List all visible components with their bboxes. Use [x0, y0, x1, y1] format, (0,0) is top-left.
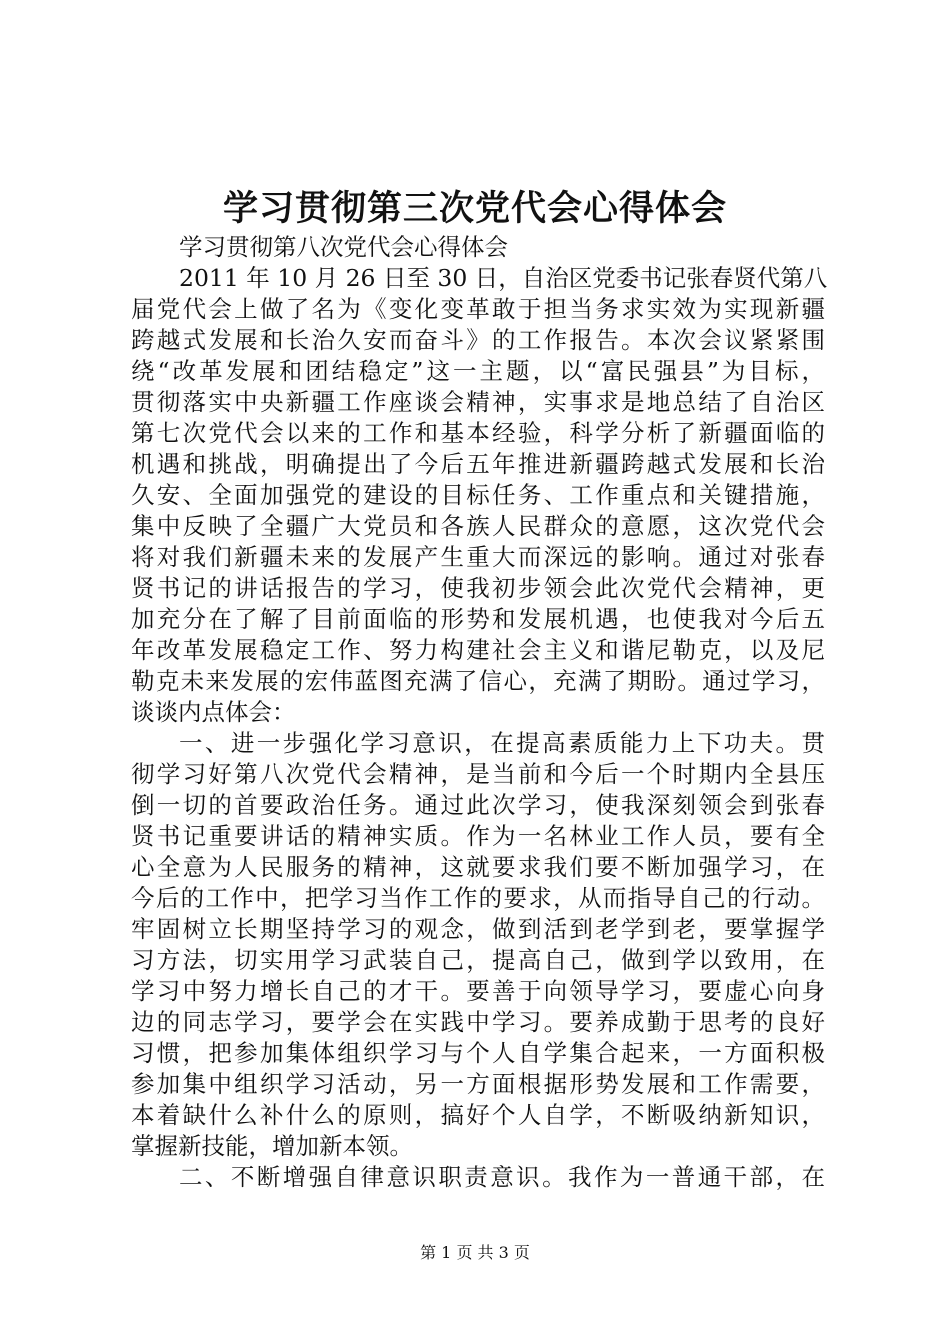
paragraph-line: 绕“改革发展和团结稳定”这一主题，以“富民强县”为目标， — [131, 357, 825, 385]
paragraph-line: 彻学习好第八次党代会精神，是当前和今后一个时期内全县压 — [131, 760, 825, 788]
paragraph-line: 将对我们新疆未来的发展产生重大而深远的影响。通过对张春 — [131, 543, 825, 571]
paragraph-line: 学习中努力增长自己的才干。要善于向领导学习，要虚心向身 — [131, 977, 825, 1005]
paragraph-2 — [131, 728, 825, 1162]
paragraph-line: 勒克未来发展的宏伟蓝图充满了信心，充满了期盼。通过学习， — [131, 667, 825, 695]
paragraph-line: 今后的工作中，把学习当作工作的要求，从而指导自己的行动。 — [131, 884, 825, 912]
paragraph-line: 牢固树立长期坚持学习的观念，做到活到老学到老，要掌握学 — [131, 915, 825, 943]
paragraph-line: 跨越式发展和长治久安而奋斗》的工作报告。本次会议紧紧围 — [131, 326, 825, 354]
paragraph-line: 贤书记重要讲话的精神实质。作为一名林业工作人员，要有全 — [131, 822, 825, 850]
paragraph-line: 年改革发展稳定工作、努力构建社会主义和谐尼勒克，以及尼 — [131, 636, 825, 664]
paragraph-line: 贯彻落实中央新疆工作座谈会精神，实事求是地总结了自治区 — [131, 388, 825, 416]
paragraph-line: 机遇和挑战，明确提出了今后五年推进新疆跨越式发展和长治 — [131, 450, 825, 478]
document-subtitle: 学习贯彻第八次党代会心得体会 — [179, 233, 508, 261]
paragraph-line: 参加集中组织学习活动，另一方面根据形势发展和工作需要， — [131, 1070, 825, 1098]
paragraph-line: 第七次党代会以来的工作和基本经验，科学分析了新疆面临的 — [131, 419, 825, 447]
paragraph-line: 谈谈内点体会： — [131, 698, 296, 726]
paragraph-line: 倒一切的首要政治任务。通过此次学习，使我深刻领会到张春 — [131, 791, 825, 819]
paragraph-line: 久安、全面加强党的建设的目标任务、工作重点和关键措施， — [131, 481, 825, 509]
document-title: 学习贯彻第三次党代会心得体会 — [222, 188, 727, 229]
paragraph-line: 习惯，把参加集体组织学习与个人自学集合起来，一方面积极 — [131, 1039, 825, 1067]
paragraph-line: 加充分在了解了目前面临的形势和发展机遇，也使我对今后五 — [131, 605, 825, 633]
paragraph-line: 一、进一步强化学习意识，在提高素质能力上下功夫。贯 — [179, 729, 825, 757]
paragraph-line: 2011 年 10 月 26 日至 30 日，自治区党委书记张春贤代第八 — [179, 264, 828, 292]
paragraph-line: 习方法，切实用学习武装自己，提高自己，做到学以致用，在 — [131, 946, 825, 974]
paragraph-line: 心全意为人民服务的精神，这就要求我们要不断加强学习，在 — [131, 853, 825, 881]
page-footer: 第 1 页 共 3 页 — [420, 1243, 530, 1262]
document-body — [131, 232, 828, 1193]
paragraph-line: 集中反映了全疆广大党员和各族人民群众的意愿，这次党代会 — [131, 512, 825, 540]
paragraph-line: 本着缺什么补什么的原则，搞好个人自学，不断吸纳新知识， — [131, 1101, 825, 1129]
paragraph-1 — [131, 263, 828, 728]
paragraph-line: 边的同志学习，要学会在实践中学习。要养成勤于思考的良好 — [131, 1008, 825, 1036]
paragraph-line: 贤书记的讲话报告的学习，使我初步领会此次党代会精神，更 — [131, 574, 825, 602]
paragraph-3 — [131, 1162, 825, 1193]
paragraph-line: 届党代会上做了名为《变化变革敢于担当务求实效为实现新疆 — [131, 295, 825, 323]
paragraph-line: 掌握新技能，增加新本领。 — [131, 1132, 413, 1160]
paragraph-line: 二、不断增强自律意识职责意识。我作为一普通干部，在 — [179, 1163, 825, 1191]
